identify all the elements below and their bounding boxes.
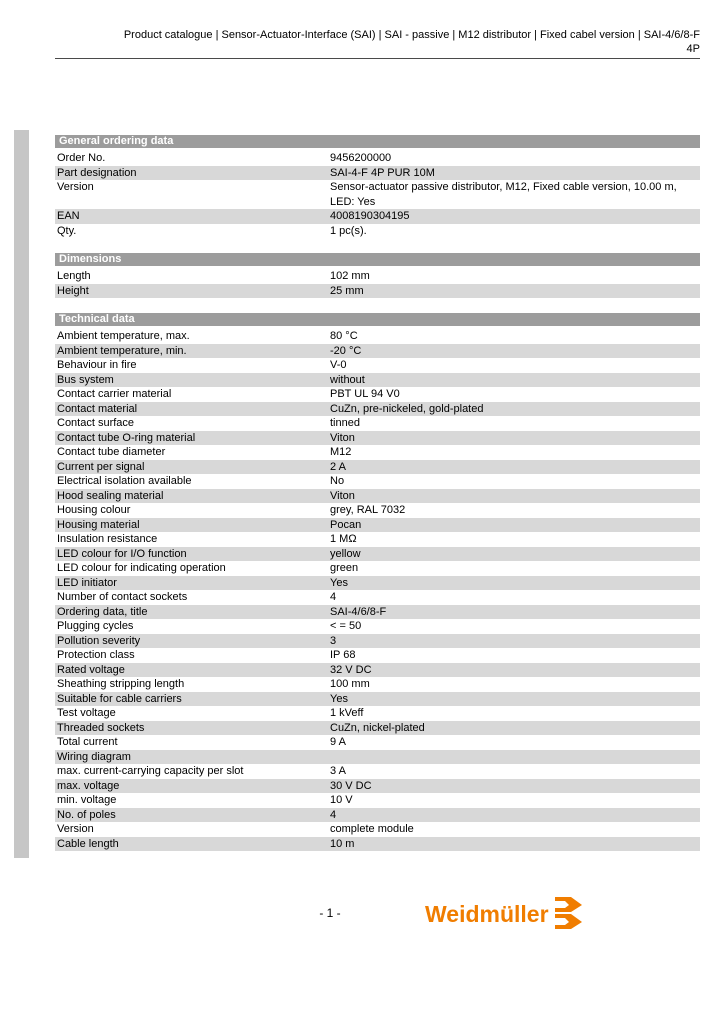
table-row xyxy=(55,460,700,475)
row-value: 102 mm xyxy=(330,270,370,282)
table-row xyxy=(55,706,700,721)
table-row xyxy=(55,402,700,417)
row-value: 10 V xyxy=(330,794,353,806)
table-row xyxy=(55,605,700,620)
row-label: Current per signal xyxy=(57,460,145,473)
table-row xyxy=(55,764,700,779)
row-label: Test voltage xyxy=(57,707,116,719)
row-value: M12 xyxy=(330,446,352,458)
table-row xyxy=(55,224,700,239)
table-row xyxy=(55,503,700,518)
row-value: 100 mm xyxy=(330,678,370,690)
row-value: green xyxy=(330,562,359,574)
row-label: LED initiator xyxy=(57,576,117,589)
row-label: Qty. xyxy=(57,224,77,237)
breadcrumb-line-2: 4P xyxy=(686,43,700,55)
row-label: max. voltage xyxy=(57,779,120,792)
row-label: Rated voltage xyxy=(57,663,125,676)
row-label: Ordering data, title xyxy=(57,605,148,618)
table-row xyxy=(55,634,700,649)
row-value: 3 xyxy=(330,634,337,647)
row-value: SAI-4-F 4P PUR 10M xyxy=(330,166,435,179)
row-label: Pollution severity xyxy=(57,634,141,647)
row-label: LED colour for I/O function xyxy=(57,547,187,560)
row-value: CuZn, pre-nickeled, gold-plated xyxy=(330,402,484,415)
row-value: 32 V DC xyxy=(330,663,372,676)
row-value: Yes xyxy=(330,692,348,705)
table-row xyxy=(55,532,700,547)
row-value: SAI-4/6/8-F xyxy=(330,605,387,618)
brand-name: Weidmüller xyxy=(425,901,549,927)
row-label: Version xyxy=(57,823,94,835)
row-label: Length xyxy=(57,270,91,282)
table-row xyxy=(55,209,700,224)
table-row xyxy=(55,793,700,808)
table-row xyxy=(55,344,700,359)
sections-container xyxy=(55,135,700,866)
row-value: CuZn, nickel-plated xyxy=(330,721,425,734)
row-value: 1 pc(s). xyxy=(330,224,367,237)
breadcrumb-line-1: Product catalogue | Sensor-Actuator-Interface (SAI) | SAI - passive | M12 distributor | Fixed cabel version | SAI-4/6/8-F xyxy=(123,29,700,41)
row-value: Viton xyxy=(330,489,355,502)
row-label: max. current-carrying capacity per slot xyxy=(57,765,244,777)
row-value: No xyxy=(330,475,345,487)
row-label: LED colour for indicating operation xyxy=(57,562,226,574)
row-label: Ambient temperature, min. xyxy=(57,344,187,357)
row-value: 30 V DC xyxy=(330,779,372,792)
row-label: min. voltage xyxy=(57,794,117,806)
row-label: Bus system xyxy=(57,373,114,386)
row-label: Behaviour in fire xyxy=(57,359,137,371)
row-value: Sensor-actuator passive distributor, M12, Fixed cable version, 10.00 m, LED: Yes xyxy=(330,181,677,208)
row-value: V-0 xyxy=(330,359,347,371)
row-label: Ambient temperature, max. xyxy=(57,330,190,342)
table-row xyxy=(55,373,700,388)
row-label: Version xyxy=(57,181,94,193)
table-row xyxy=(55,518,700,533)
table-row xyxy=(55,808,700,823)
row-value: 10 m xyxy=(330,837,355,850)
row-value: 1 kVeff xyxy=(330,707,364,719)
section-title: Dimensions xyxy=(55,253,700,266)
row-value: 80 °C xyxy=(330,330,358,342)
table-row xyxy=(55,822,700,837)
section xyxy=(55,135,700,238)
row-value: 4 xyxy=(330,591,337,603)
row-value: < = 50 xyxy=(330,620,362,632)
row-label: Housing material xyxy=(57,518,140,531)
table-row xyxy=(55,561,700,576)
row-value: Yes xyxy=(330,576,348,589)
row-label: Number of contact sockets xyxy=(57,591,188,603)
table-row xyxy=(55,151,700,166)
table-row xyxy=(55,358,700,373)
row-value: 1 MΩ xyxy=(330,533,357,545)
row-value: 9 A xyxy=(330,736,346,748)
table-row xyxy=(55,750,700,765)
table-row xyxy=(55,576,700,591)
table-row xyxy=(55,648,700,663)
table-row xyxy=(55,663,700,678)
row-value: 9456200000 xyxy=(330,152,392,164)
table-row xyxy=(55,721,700,736)
row-value xyxy=(330,750,700,765)
row-label: Contact tube O-ring material xyxy=(57,431,196,444)
row-value: 4008190304195 xyxy=(330,210,410,222)
row-value: PBT UL 94 V0 xyxy=(330,388,400,400)
row-value: tinned xyxy=(330,417,360,429)
row-value: complete module xyxy=(330,823,414,835)
table-row xyxy=(55,387,700,402)
table-row xyxy=(55,547,700,562)
table-row xyxy=(55,180,700,209)
table-row xyxy=(55,837,700,852)
row-value: Viton xyxy=(330,431,355,444)
row-label: Contact tube diameter xyxy=(57,446,166,458)
table-row xyxy=(55,735,700,750)
row-value: Pocan xyxy=(330,518,362,531)
row-label: Contact surface xyxy=(57,417,135,429)
row-label: Threaded sockets xyxy=(57,721,145,734)
row-value: 25 mm xyxy=(330,284,364,297)
row-value: yellow xyxy=(330,547,361,560)
row-value: IP 68 xyxy=(330,649,356,661)
table-row xyxy=(55,692,700,707)
row-value: grey, RAL 7032 xyxy=(330,504,406,516)
row-label: Wiring diagram xyxy=(57,750,131,763)
row-label: Part designation xyxy=(57,166,137,179)
row-value: without xyxy=(330,373,365,386)
row-label: Sheathing stripping length xyxy=(57,678,185,690)
table-row xyxy=(55,779,700,794)
table-row xyxy=(55,431,700,446)
row-value: 2 A xyxy=(330,460,346,473)
row-label: Contact material xyxy=(57,402,138,415)
row-label: Hood sealing material xyxy=(57,489,164,502)
table-row xyxy=(55,269,700,284)
row-value: 3 A xyxy=(330,765,346,777)
table-row xyxy=(55,416,700,431)
row-label: Order No. xyxy=(57,152,106,164)
row-label: Suitable for cable carriers xyxy=(57,692,182,705)
table-row xyxy=(55,677,700,692)
row-label: Electrical isolation available xyxy=(57,475,192,487)
table-row xyxy=(55,329,700,344)
breadcrumb xyxy=(55,28,700,56)
row-label: No. of poles xyxy=(57,808,116,821)
table-row xyxy=(55,474,700,489)
row-value: 4 xyxy=(330,808,337,821)
page-number: - 1 - xyxy=(319,906,341,920)
section xyxy=(55,313,700,851)
weidmueller-logo xyxy=(425,896,583,933)
section-title: General ordering data xyxy=(55,135,700,148)
table-row xyxy=(55,284,700,299)
table-row xyxy=(55,590,700,605)
header-divider xyxy=(55,58,700,59)
table-row xyxy=(55,166,700,181)
table-row xyxy=(55,619,700,634)
row-label: Height xyxy=(57,284,89,297)
row-label: Total current xyxy=(57,736,118,748)
section xyxy=(55,253,700,298)
row-label: Plugging cycles xyxy=(57,620,134,632)
weidmueller-logo-icon xyxy=(555,896,583,933)
row-label: Protection class xyxy=(57,649,135,661)
row-label: Housing colour xyxy=(57,504,131,516)
left-gray-bar xyxy=(14,130,29,858)
table-row xyxy=(55,489,700,504)
row-label: EAN xyxy=(57,210,80,222)
section-title: Technical data xyxy=(55,313,700,326)
row-value: -20 °C xyxy=(330,344,362,357)
row-label: Contact carrier material xyxy=(57,388,172,400)
table-row xyxy=(55,445,700,460)
row-label: Insulation resistance xyxy=(57,533,158,545)
row-label: Cable length xyxy=(57,837,119,850)
